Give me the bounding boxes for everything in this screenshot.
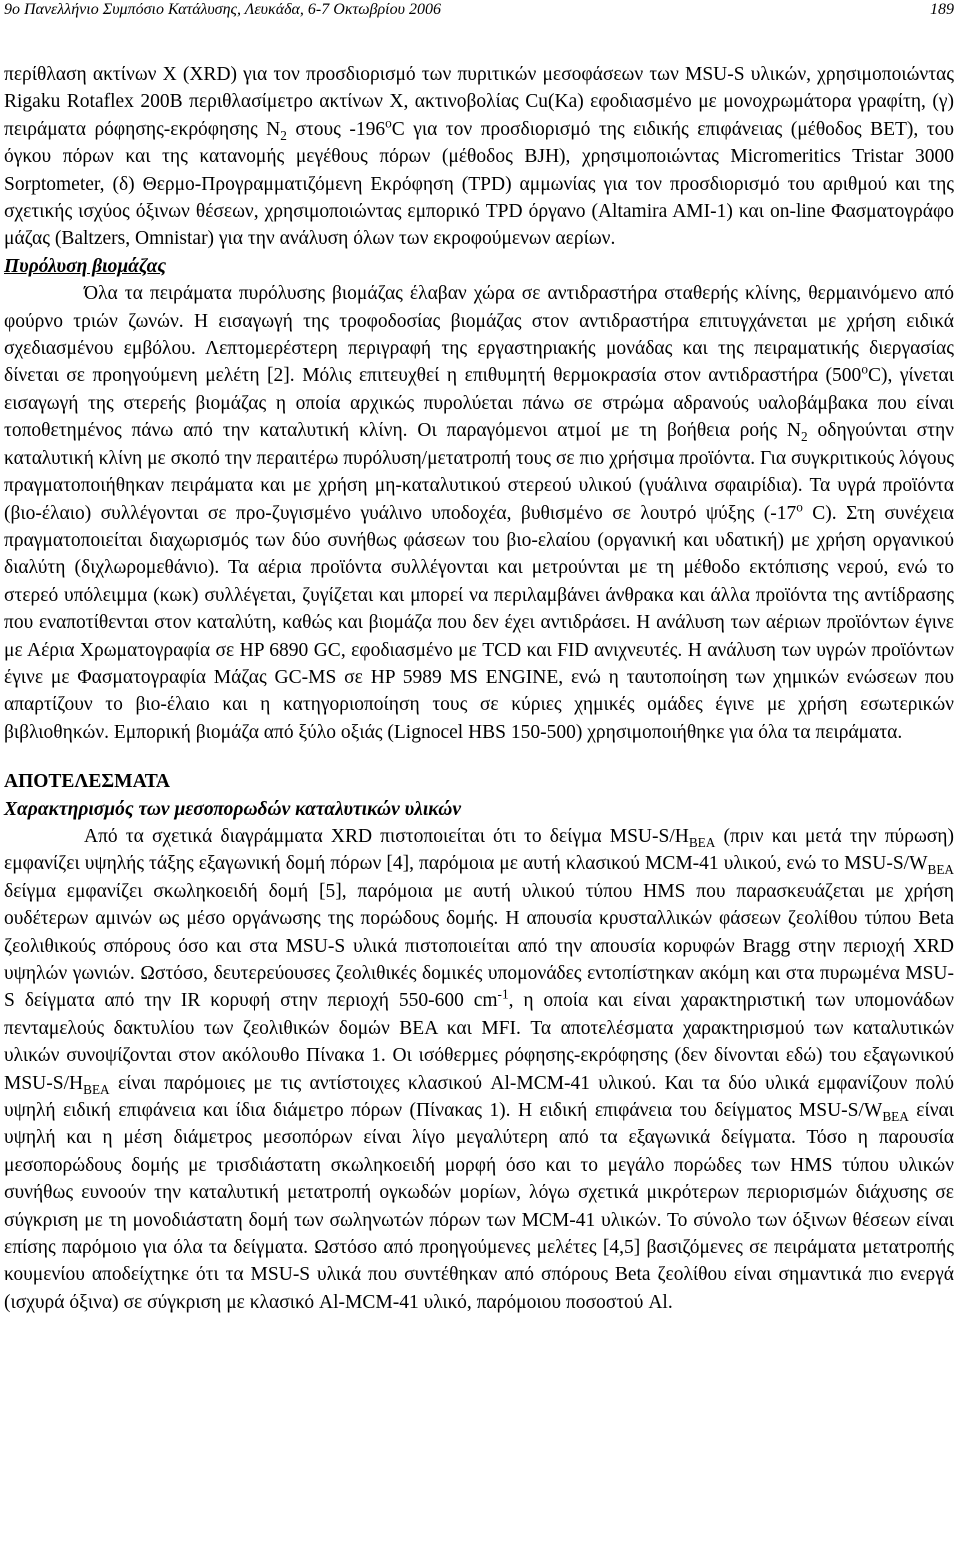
page-header <box>4 0 954 22</box>
pyrolysis-subheading: Πυρόλυση βιομάζας <box>4 255 167 277</box>
text-run: είναι υψηλή και η μέση διάμετρος μεσοπόρων είναι λίγο μεγαλύτερη από τα εξαγωνικά δείγματα. Τόσο η παρουσία μεσοπορώδους δομής με τρισδιάστατη σκωληκοειδή μορφή όσο και το μεγάλο πορώδες των HMS τύπου υλικών συνήθως ευνοούν την καταλυτική μετατροπή ογκωδών μορίων, λόγω σχετικά μικρότερων περιορισμών διάχυσης σε σύγκριση με τη μονοδιάστατη δομή των σωληνωτών πόρων των MCM-41 υλικών. Το σύνολο των όξινων θέσεων είναι επίσης παρόμοιο για όλα τα δείγματα. Ωστόσο από προηγούμενες μελέτες [4,5] βασιζόμενες σε πειράματα μετατροπής κουμενίου αποδείχτηκε ότι τα MSU-S υλικά που συντέθηκαν από σπόρους Beta ζεολίθου είναι σημαντικά πιο ενεργά (ισχυρά όξινα) σε σύγκριση με κλασικό Al-MCM-41 υλικό, παρόμοιου ποσοστού Al. <box>4 1100 955 1313</box>
page-body <box>4 61 954 1316</box>
subscript: BEA <box>882 1108 909 1124</box>
text-run: δείγμα εμφανίζει σκωληκοειδή δομή [5], παρόμοια με αυτή υλικού τύπου HMS που παρασκευάζεται με χρήση ουδέτερων αμινών ως μέσο οργάνωσης της πορώδους δομής. Η απουσία κρυσταλλικών φάσεων ζεολίθου τύπου Beta ζεολιθικούς σπόρους όσο και στα MSU-S υλικά πιστοποιείται από την απουσία κορυφών Bragg στην περιοχή XRD υψηλών γωνιών. Ωστόσο, δευτερεύουσες ζεολιθικές δομικές υπομονάδες εντοπίστηκαν ακόμη και στα πυρωμένα MSU-S δείγματα από την IR κορυφή στην περιοχή 550-600 cm <box>4 880 954 1012</box>
text-run: περίθλαση ακτίνων Χ (XRD) για τον προσδιορισμό των πυριτικών μεσοφάσεων των MSU-S υλικών, χρησιμοποιώντας Rigaku Rotaflex 200B περιθλασίμετρο ακτίνων Χ, ακτινοβολίας Cu(Ka) εφοδιασμένο με μονοχρωμάτορα γραφίτη, (γ) πειράματα ρόφησης-εκρόφησης N <box>4 64 954 140</box>
text-run: (πριν και μετά την πύρωση) εμφανίζει υψηλής τάξης εξαγωνική δομή πόρων [4], παρόμοια με αυτή κλασικού MCM-41 υλικού, ενώ το MSU-S/W <box>4 825 954 875</box>
superscript: o <box>796 499 803 514</box>
text-run: C), γίνεται εισαγωγή της στερεής βιομάζας η οποία αρχικώς πυρολύεται πάνω σε στρώμα αδρανούς υαλοβάμβακα που είναι τοποθετημένος πάνω από την καταλυτική κλίνη. Οι παραγόμενοι ατμοί με τη βοήθεια ροής N <box>4 365 955 442</box>
subscript: 2 <box>801 429 808 445</box>
page-number: 189 <box>930 1 954 18</box>
superscript: o <box>861 361 868 377</box>
text-run: Όλα τα πειράματα πυρόλυσης βιομάζας έλαβαν χώρα σε αντιδραστήρα σταθερής κλίνης, θερμαινόμενο από φούρνο τριών ζωνών. Η εισαγωγή της τροφοδοσίας βιομάζας στον αντιδραστήρα επιτυγχάνεται με χρήση ειδικά σχεδιασμένου εμβόλου. Λεπτομερέστερη περιγραφή της εργαστηριακής μονάδας και της πειραματικής διεργασίας δίνεται σε προηγούμενη μελέτη [2]. Μόλις επιτευχθεί η επιθυμητή θερμοκρασία στον αντιδραστήρα (500 <box>4 283 954 387</box>
conference-title: 9o Πανελλήνιο Συμπόσιο Κατάλυσης, Λευκάδα, 6-7 Οκτωβρίου 2006 <box>4 1 441 18</box>
text-run: είναι παρόμοιες με τις αντίστοιχες κλασικού Al-MCM-41 υλικού. Και τα δύο υλικά εμφανίζουν πολύ υψηλή ειδική επιφάνεια και ίδια διάμετρο πόρων (Πίνακας 1). Η ειδική επιφάνεια του δείγματος MSU-S/W <box>4 1072 954 1122</box>
text-run: οδηγούνται στην καταλυτική κλίνη με σκοπό την περαιτέρω πυρόλυση/μετατροπή τους σε πιο χρήσιμα προϊόντα. Για συγκριτικούς λόγους πραγματοποιήθηκαν πειράματα και με χρήση μη-καταλυτικού στερεού υλικού (γυάλινα σφαιρίδια). Τα υγρά προϊόντα (βιο-έλαιο) συλλέγονται σε προ-ζυγισμένο γυάλινο υποδοχέα, βυθισμένο σε λουτρό ψύξης (-17 <box>4 420 954 524</box>
subscript: 2 <box>280 127 287 143</box>
results-subheading <box>4 796 954 823</box>
methods-paragraph <box>4 61 954 253</box>
text-run: στους -196 <box>286 118 386 140</box>
subscript: BEA <box>927 862 954 878</box>
text-run: C). Στη συνέχεια πραγματοποιείται διαχωρισμός των δύο συνήθως φάσεων του βιο-ελαίου (οργανική και υδατική) με χρήση οργανικού διαλύτη (διχλωρομεθάνιο). Τα αέρια προϊόντα συλλέγονται και μετρούνται με τη μέθοδο εκτόπισης νερού, ενώ το στερεό υπόλειμμα (κωκ) συλλέγεται, ζυγίζεται και μπορεί να περιλαμβάνει άνθρακα και άλλα προϊόντα της αντίδρασης που εναποτίθενται στον καταλύτη, καθώς και βιομάζα που δεν έχει αντιδράσει. Η ανάλυση των αέριων προϊόντων έγινε με Αέρια Χρωματογραφία σε HP 6890 GC, εφοδιασμένο με TCD και FID ανιχνευτές. Η ανάλυση των υγρών προϊόντων έγινε με Φασματογραφία Μάζας GC-MS σε HP 5989 MS ENGINE, ενώ η ταυτοποίηση των χημικών ενώσεων που απαρτίζουν το βιο-έλαιο και η κατηγοριοποίηση τους σε κύριες χημικές ομάδες έγινε με χρήση εσωτερικών βιβλιοθηκών. Εμπορική βιομάζα από ξύλο οξιάς (Lignocel HBS 150-500) χρησιμοποιήθηκε για όλα τα πειράματα. <box>4 502 954 743</box>
text-run: C για τον προσδιορισμό της ειδικής επιφάνειας (μέθοδος BET), του όγκου πόρων και της κατανομής μεγέθους πόρων (μέθοδος BJH), χρησιμοποιώντας Micromeritics Tristar 3000 Sorptometer, (δ) Θερμο-Προγραμματιζόμενη Εκρόφηση (TPD) αμμωνίας για τον προσδιορισμό του αριθμού και της σχετικής ισχύος όξινων θέσεων, χρησιμοποιώντας εμπορικό TPD όργανο (Altamira AMI-1) και on-line Φασματογράφο μάζας (Baltzers, Omnistar) για την ανάλυση όλων των εκροφούμενων αερίων. <box>4 118 955 250</box>
pyrolysis-paragraph <box>4 280 954 746</box>
subscript: BEA <box>83 1081 110 1097</box>
superscript: o <box>385 115 392 131</box>
text-run: , η οποία και είναι χαρακτηριστική των υπομονάδων πενταμελούς δακτυλίου των ζεολιθικών δομών BEA και MFI. Τα αποτελέσματα χαρακτηρισμού των καταλυτικών υλικών συνοψίζονται στον ακόλουθο Πίνακα 1. Οι ισόθερμες ρόφησης-εκρόφησης (δεν δίνονται εδώ) του εξαγωνικού MSU-S/H <box>4 990 955 1094</box>
text-run: Χαρακτηρισμός των μεσοπορωδών καταλυτικών υλικών <box>4 798 462 820</box>
results-heading: ΑΠΟΤΕΛΕΣΜΑΤΑ <box>4 771 170 793</box>
superscript: -1 <box>497 986 509 1002</box>
results-paragraph <box>4 823 954 1316</box>
text-run: Από τα σχετικά διαγράμματα XRD πιστοποιείται ότι το δείγμα MSU-S/H <box>84 825 689 847</box>
subscript: BEA <box>688 834 716 850</box>
